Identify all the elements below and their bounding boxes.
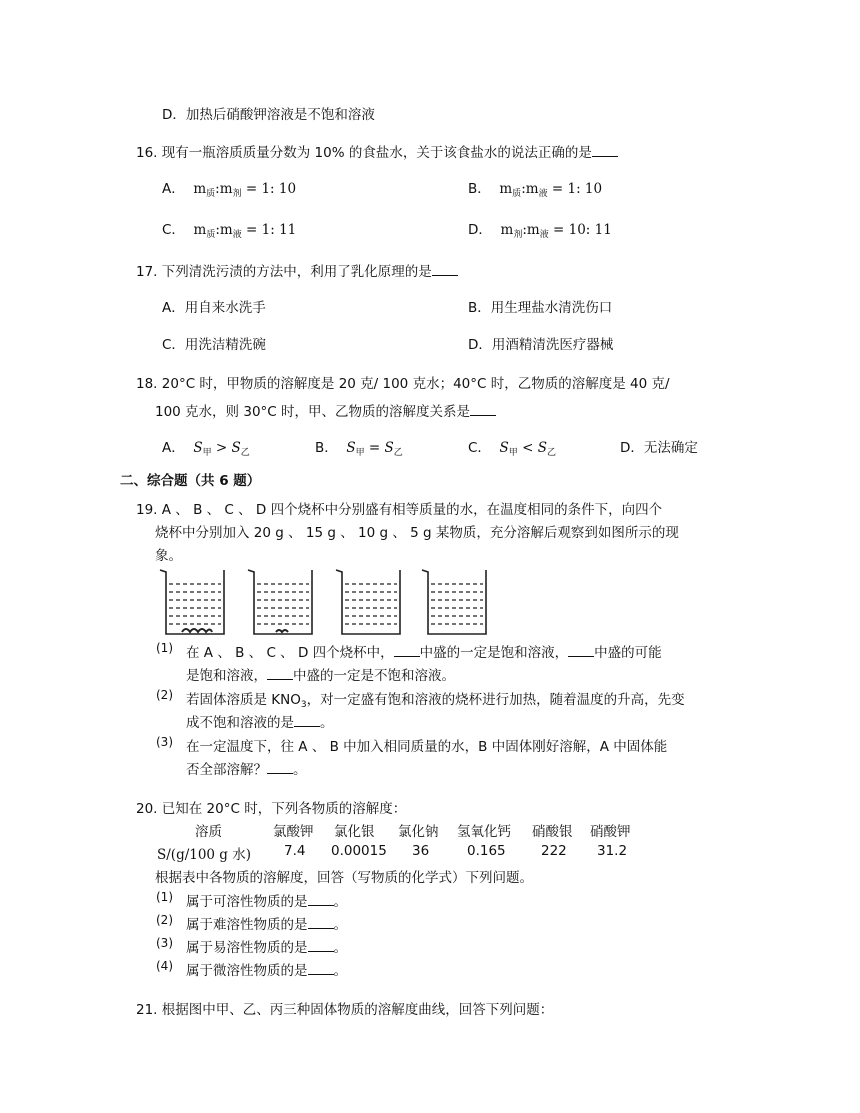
table-header-cell: 氯酸钾 xyxy=(273,824,314,840)
table-header-cell: 溶质 xyxy=(195,824,222,840)
subpart-text: 属于可溶性物质的是 。 xyxy=(186,894,347,910)
section-heading: 二、综合题（共 6 题） xyxy=(120,473,261,489)
beakers-figure xyxy=(156,566,456,638)
answer-blank[interactable] xyxy=(294,713,320,727)
option-text: D．加热后硝酸钾溶液是不饱和溶液 xyxy=(162,107,375,123)
question-stem: 18. 20°C 时，甲物质的溶解度是 20 克/ 100 克水；40°C 时，乙物质的溶解度是 40 克/ xyxy=(136,376,670,392)
option-c[interactable]: C． $S_甲 < S_乙$ xyxy=(468,440,556,458)
subpart-text: 若固体溶质是 $KNO_3$，对一定盛有饱和溶液的烧杯进行加热，随着温度的升高，先变 xyxy=(186,692,685,710)
option-d[interactable]: D．用酒精清洗医疗器械 xyxy=(468,337,614,353)
subpart-number: (3) xyxy=(156,735,173,749)
subpart-number: (4) xyxy=(156,959,173,973)
subpart-text: 属于难溶性物质的是 。 xyxy=(186,917,347,933)
table-cell: 222 xyxy=(541,843,567,859)
option-d[interactable]: D．无法确定 xyxy=(620,440,698,456)
option-a[interactable]: A．用自来水洗手 xyxy=(162,300,266,316)
table-cell: 0.165 xyxy=(467,843,506,859)
subpart-text: 在 A 、 B 、 C 、 D 四个烧杯中， 中盛的一定是饱和溶液， 中盛的可能 xyxy=(186,645,662,661)
answer-blank[interactable] xyxy=(592,143,618,157)
answer-blank[interactable] xyxy=(308,915,334,929)
table-cell: 0.00015 xyxy=(331,843,387,859)
beaker-b xyxy=(248,570,312,634)
subpart-number: (2) xyxy=(156,688,173,702)
subpart-number: (1) xyxy=(156,890,173,904)
beaker-a xyxy=(160,570,224,634)
answer-blank[interactable] xyxy=(432,262,458,276)
answer-blank[interactable] xyxy=(568,643,594,657)
solubility-table-header xyxy=(0,820,860,838)
option-c[interactable]: C． $m_质:m_液 = 1$: 11 xyxy=(162,222,297,240)
answer-blank[interactable] xyxy=(394,643,420,657)
subpart-number: (2) xyxy=(156,913,173,927)
table-header-cell: 氯化钠 xyxy=(398,824,439,840)
subpart-text: 属于微溶性物质的是 。 xyxy=(186,963,347,979)
subpart-text: 属于易溶性物质的是 。 xyxy=(186,940,347,956)
table-cell: 36 xyxy=(412,843,430,859)
option-b[interactable]: B． $m_质:m_液 = 1$: 10 xyxy=(468,181,603,199)
question-stem: 19. A 、 B 、 C 、 D 四个烧杯中分别盛有相等质量的水，在温度相同的条件下，向四个 xyxy=(136,502,663,518)
subpart-text: 在一定温度下，往 A 、 B 中加入相同质量的水，B 中固体刚好溶解，A 中固体能 xyxy=(186,739,668,755)
question-stem: 21. 根据图中甲、乙、丙三种固体物质的溶解度曲线，回答下列问题： xyxy=(136,1002,554,1018)
answer-blank[interactable] xyxy=(470,402,496,416)
table-header-cell: 硝酸银 xyxy=(532,824,573,840)
subpart-number: (1) xyxy=(156,641,173,655)
solubility-table-row xyxy=(0,843,860,861)
question-stem: 100 克水，则 30°C 时，甲、乙物质的溶解度关系是 xyxy=(155,400,496,420)
subpart-text: 否全部溶解？ 。 xyxy=(186,762,307,778)
option-b[interactable]: B．用生理盐水清洗伤口 xyxy=(468,300,613,316)
question-stem: 烧杯中分别加入 20 g 、 15 g 、 10 g 、 5 g 某物质，充分溶解后观察到如图所示的现 xyxy=(155,525,679,541)
question-intro: 根据表中各物质的溶解度，回答（写物质的化学式）下列问题。 xyxy=(155,870,533,886)
option-c[interactable]: C．用洗洁精洗碗 xyxy=(162,337,266,353)
answer-blank[interactable] xyxy=(267,666,293,680)
option-a[interactable]: A． $m_质:m_剂 = 1$: 10 xyxy=(162,181,297,199)
question-stem: 16. 现有一瓶溶质质量分数为 10% 的食盐水，关于该食盐水的说法正确的是 xyxy=(136,141,618,161)
table-header-cell: 硝酸钾 xyxy=(590,824,631,840)
answer-blank[interactable] xyxy=(308,938,334,952)
answer-blank[interactable] xyxy=(308,961,334,975)
subpart-text: 成不饱和溶液的是 。 xyxy=(186,715,334,731)
table-header-cell: 氢氧化钙 xyxy=(457,824,511,840)
table-header-cell: 氯化银 xyxy=(334,824,375,840)
question-stem: 20. 已知在 20°C 时，下列各物质的溶解度： xyxy=(136,801,407,817)
beaker-c xyxy=(336,570,400,634)
table-cell: 7.4 xyxy=(284,843,306,859)
subpart-number: (3) xyxy=(156,936,173,950)
subpart-text: 是饱和溶液， 中盛的一定是不饱和溶液。 xyxy=(186,668,455,684)
option-d[interactable]: D． $m_剂:m_液 = 10$: 11 xyxy=(468,222,612,240)
option-b[interactable]: B． $S_甲 = S_乙$ xyxy=(315,440,403,458)
answer-blank[interactable] xyxy=(308,892,334,906)
answer-blank[interactable] xyxy=(267,760,293,774)
question-stem: 象。 xyxy=(155,548,182,564)
table-row-label: S/(g/100 g 水) xyxy=(157,847,252,863)
option-a[interactable]: A． $S_甲 > S_乙$ xyxy=(162,440,250,458)
beaker-d-figure xyxy=(418,566,498,638)
question-stem: 17. 下列清洗污渍的方法中，利用了乳化原理的是 xyxy=(136,260,458,280)
table-cell: 31.2 xyxy=(597,843,628,859)
